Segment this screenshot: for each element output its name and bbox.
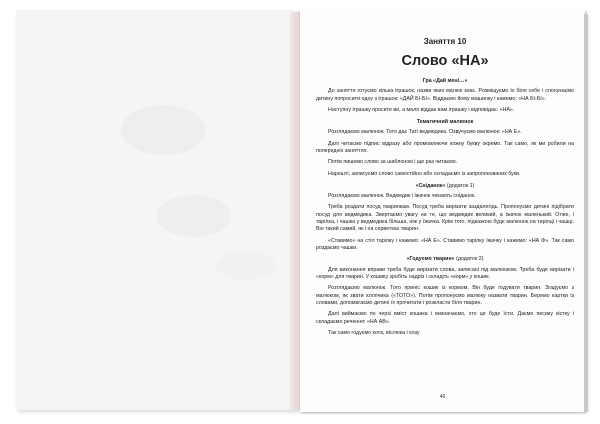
bleed-through-shape [156,195,231,237]
paragraph: Розглядаємо малюнок. Тото приніс кошик із кормом. Він буде годувати тварин. Згадуємо з малюком, як звати хлопчика («ТОТО»). Потім пропонуємо малюку назвати тварин. Беремо картки із словами, допомагаємо дитині їх прочитати і розкласти біля тварин. [316,285,574,306]
lesson-number: Заняття 10 [423,37,467,46]
paragraph: Потім пишемо слово за шаблоном і ще раз читаємо. [328,159,458,166]
page-title: Слово «НА» [401,53,489,70]
section-heading-note: (додаток 1) [445,182,475,189]
bleed-through-shape [121,105,206,155]
paragraph: Далі читаємо підпис відразу або промовляючи кожну букву окремо. Так само, як ми робили на попередніх заняттях. [316,140,574,154]
paragraph: Розглядаємо малюнок. Ведмедик і їжачок чекають сніданок. [328,192,476,199]
section-heading-title: «Сніданок» [415,182,446,189]
left-page [16,10,302,410]
paragraph: До заняття готуємо кілька іграшок, назви яких малюк знає. Розміщуємо їх біля себе і спонукаємо дитину попросити одну з іграшок: «ДАЙ БІ-БІ». Віддаємо йому машинку і кажемо: «НА БІ-БІ». [316,88,574,102]
section-heading: Тематичний малюнок [416,118,474,125]
paragraph: Наступну іграшку просите ви, а маля віддає вам іграшку і відповідає: «НА». [328,107,515,114]
right-page [300,10,585,412]
page-number: 46 [439,394,446,400]
section-heading [316,256,574,263]
paragraph: Розглядаємо малюнок: Тото дає Таті ведмедика. Озвучуємо малюнок: «НА Е». [328,129,522,135]
paragraph: Так само годуємо кота, віслюка і козу [328,330,420,337]
page-content [316,38,574,342]
left-page-edge [290,12,300,410]
section-heading [316,183,574,190]
right-page-edge [584,14,588,412]
paragraph: Треба роздати посуд тваринкам. Посуд треба вирізати заздалегідь. Пропонуємо дитині підібрати посуд для ведмедика. Звертаємо увагу на те, що ведмедик великий, а їжачок маленький. Отже, і тарілка, і чашка у ведмедика більша, ніж у їжачка. Крім того, підказкою буде малюнок на тарілці і чашці. Він такий самий, як і на серветках тварин. [316,204,574,232]
section-heading-title: «Годуємо тварин» [406,256,455,263]
section-heading-note: (додаток 2) [454,256,484,263]
bleed-through-shape [216,250,276,280]
paragraph: «Ставимо» на стіл тарілку і кажемо: «НА Е». Ставимо тарілку їжачку і кажемо: «НА Ф». Так само роздаємо чашки. [316,237,574,251]
paragraph: Далі виймаємо по черзі вміст кошика і визначаємо, хто це буде їсти. Даємо песику кістку і складаємо речення: «НА АВ». [316,311,574,325]
section-heading: Гра «Дай мені…» [422,78,468,85]
paragraph: Для виконання вправи треба буде вирізати слова, записані під малюнком. Треба буде вирізати і «корм» для тварин. У кошику зробіть надріз і складіть «корм» у кошик. [316,266,574,280]
paragraph: Нарешті, записуємо слово самостійно або складаємо із запропонованих букв. [328,170,521,177]
